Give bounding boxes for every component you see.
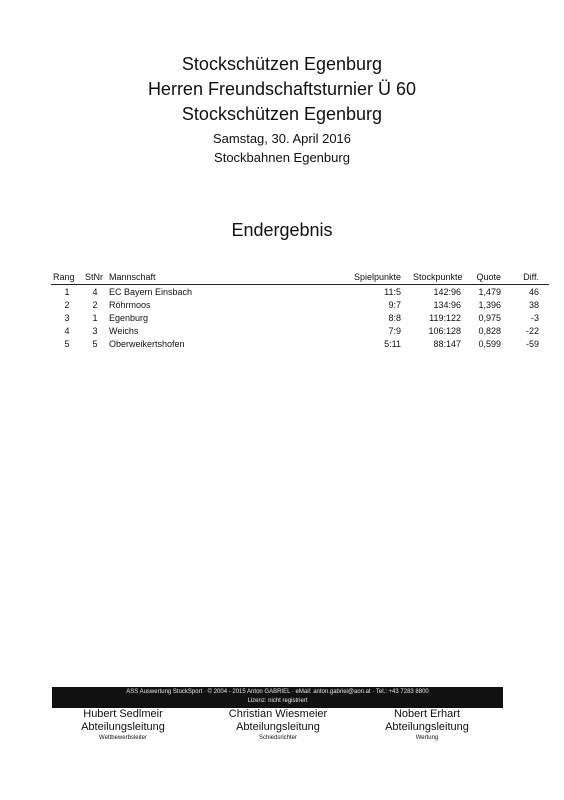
club-title: Stockschützen Egenburg	[181, 54, 383, 74]
cell-diff: 46	[528, 286, 539, 297]
cell-stockpunkte: 142:96	[433, 286, 461, 297]
col-diff: Diff.	[523, 271, 539, 282]
signatory-role: Schiedsrichter	[258, 735, 297, 741]
cell-stnr: 2	[92, 299, 98, 310]
document-header	[0, 52, 564, 167]
cell-stnr: 3	[92, 325, 98, 336]
event-venue: Stockbahnen Egenburg	[214, 150, 350, 165]
cell-rang: 3	[64, 312, 70, 323]
col-stockpunkte: Stockpunkte	[413, 271, 463, 282]
signature-block	[203, 708, 353, 743]
cell-quote: 0,599	[478, 338, 501, 349]
software-footer	[52, 687, 503, 708]
signatory-name: Nobert Erhart	[393, 708, 461, 720]
cell-stockpunkte: 134:96	[433, 299, 461, 310]
cell-quote: 0,975	[478, 312, 501, 323]
cell-quote: 1,479	[478, 286, 501, 297]
cell-stockpunkte: 119:122	[429, 312, 461, 323]
signatory-role: Wertung	[415, 735, 439, 741]
cell-spielpunkte: 9:7	[388, 299, 401, 310]
cell-spielpunkte: 11:5	[384, 286, 401, 297]
cell-rang: 4	[64, 325, 70, 336]
cell-mannschaft: Weichs	[109, 325, 139, 336]
signatory-name: Christian Wiesmeier	[228, 708, 328, 720]
cell-stnr: 4	[92, 286, 98, 297]
table-row	[51, 285, 549, 299]
tournament-title: Herren Freundschaftsturnier Ü 60	[147, 79, 417, 99]
cell-spielpunkte: 5:11	[384, 338, 401, 349]
table-row	[51, 324, 549, 337]
cell-spielpunkte: 7:9	[388, 325, 401, 336]
signatory-department: Abteilungsleitung	[81, 721, 165, 733]
cell-mannschaft: Röhrmoos	[109, 299, 151, 310]
section-title: Endergebnis	[231, 220, 333, 240]
cell-rang: 1	[64, 286, 70, 297]
table-row	[51, 337, 549, 350]
col-rang: Rang	[53, 271, 75, 282]
event-date: Samstag, 30. April 2016	[212, 131, 352, 146]
cell-quote: 0,828	[478, 325, 501, 336]
cell-rang: 2	[64, 299, 70, 310]
cell-mannschaft: EC Bayern Einsbach	[109, 286, 193, 297]
cell-stockpunkte: 88:147	[433, 338, 461, 349]
table-row	[51, 298, 549, 311]
cell-stnr: 1	[92, 312, 98, 323]
signatory-role: Wettbewerbsleiter	[99, 735, 147, 741]
results-table	[51, 270, 549, 350]
host-club: Stockschützen Egenburg	[181, 104, 383, 124]
table-row	[51, 311, 549, 324]
footer-license: Lizenz: nicht registriert	[247, 698, 308, 704]
cell-mannschaft: Egenburg	[109, 312, 149, 323]
cell-rang: 5	[64, 338, 70, 349]
col-spielpunkte: Spielpunkte	[353, 271, 401, 282]
cell-stockpunkte: 106:128	[428, 325, 461, 336]
table-header-row	[51, 270, 549, 285]
col-stnr: StNr	[85, 271, 103, 282]
cell-spielpunkte: 8:8	[388, 312, 401, 323]
signature-block	[352, 708, 502, 743]
footer-credit: ASS Auswertung StockSport · © 2004 - 2015 Anton GABRIEL · eMail: anton.gabriel@aon.at · Tel.: +43 7283 8800	[126, 689, 429, 695]
cell-mannschaft: Oberweikertshofen	[109, 338, 185, 349]
cell-diff: -22	[525, 325, 539, 336]
cell-diff: -3	[530, 312, 539, 323]
cell-stnr: 5	[92, 338, 98, 349]
cell-quote: 1,396	[478, 299, 501, 310]
signatory-department: Abteilungsleitung	[236, 721, 320, 733]
cell-diff: -59	[525, 338, 539, 349]
signature-block	[48, 708, 198, 743]
cell-diff: 38	[528, 299, 539, 310]
signatory-department: Abteilungsleitung	[385, 721, 469, 733]
col-mannschaft: Mannschaft	[109, 271, 156, 282]
signatory-name: Hubert Sedlmeir	[83, 708, 163, 720]
col-quote: Quote	[476, 271, 501, 282]
